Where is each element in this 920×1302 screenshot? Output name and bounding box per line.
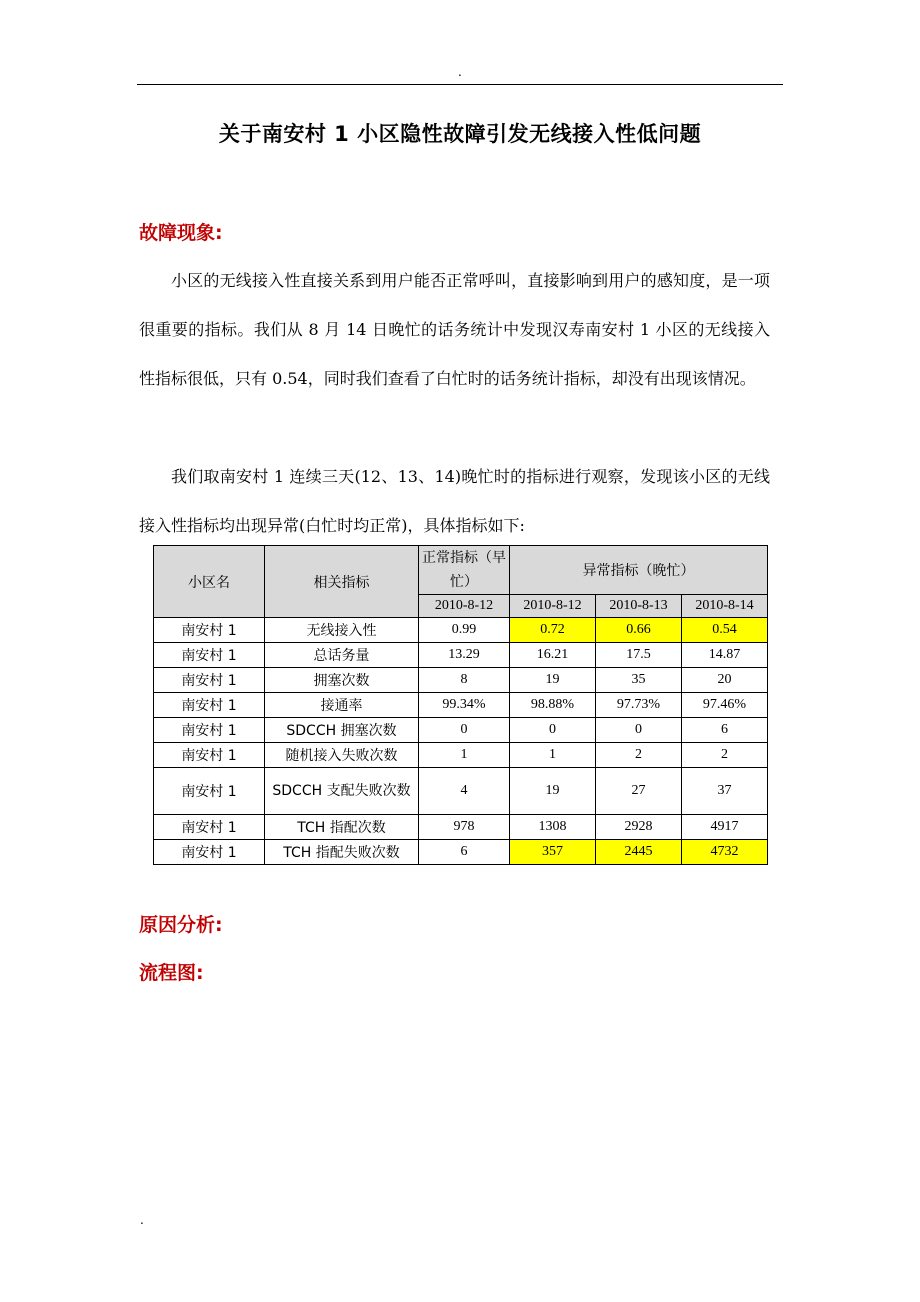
- header-normal: 正常指标（早忙）: [419, 546, 510, 595]
- row-value: 97.46%: [682, 693, 768, 718]
- row-metric: 无线接入性: [265, 618, 419, 643]
- metrics-table: [153, 545, 768, 865]
- header-abnormal-date: 2010-8-13: [596, 595, 682, 618]
- header-cell-name: 小区名: [154, 546, 265, 618]
- row-cell-name: 南安村 1: [154, 618, 265, 643]
- document-title: 关于南安村 1 小区隐性故障引发无线接入性低问题: [218, 122, 702, 146]
- row-value: 4917: [682, 815, 768, 840]
- row-cell-name: 南安村 1: [154, 668, 265, 693]
- table-row: [154, 768, 768, 815]
- row-value-highlighted: 2445: [596, 840, 682, 865]
- footer-mark: .: [140, 1213, 144, 1227]
- row-cell-name: 南安村 1: [154, 768, 265, 815]
- row-value-highlighted: 0.54: [682, 618, 768, 643]
- row-metric: 拥塞次数: [265, 668, 419, 693]
- row-value: 98.88%: [510, 693, 596, 718]
- row-value: 4: [419, 768, 510, 815]
- header-rule: [137, 84, 783, 85]
- row-metric: 接通率: [265, 693, 419, 718]
- row-value: 99.34%: [419, 693, 510, 718]
- table-row: [154, 693, 768, 718]
- row-value: 1: [419, 743, 510, 768]
- row-metric: 总话务量: [265, 643, 419, 668]
- row-value: 16.21: [510, 643, 596, 668]
- row-cell-name: 南安村 1: [154, 840, 265, 865]
- header-metric: 相关指标: [265, 546, 419, 618]
- table-row: [154, 718, 768, 743]
- row-metric: 随机接入失败次数: [265, 743, 419, 768]
- row-value: 6: [419, 840, 510, 865]
- row-value: 0: [510, 718, 596, 743]
- row-value-highlighted: 357: [510, 840, 596, 865]
- row-cell-name: 南安村 1: [154, 718, 265, 743]
- row-value: 2928: [596, 815, 682, 840]
- header-mark: .: [458, 65, 462, 79]
- row-metric: TCH 指配失败次数: [265, 840, 419, 865]
- header-abnormal-date: 2010-8-14: [682, 595, 768, 618]
- flowchart-heading: 流程图:: [139, 962, 204, 984]
- row-value: 1308: [510, 815, 596, 840]
- header-abnormal: 异常指标（晚忙）: [510, 546, 768, 595]
- row-value: 2: [682, 743, 768, 768]
- row-cell-name: 南安村 1: [154, 643, 265, 668]
- row-value-highlighted: 0.72: [510, 618, 596, 643]
- row-value: 0: [596, 718, 682, 743]
- row-value-highlighted: 4732: [682, 840, 768, 865]
- row-value: 37: [682, 768, 768, 815]
- table-row: [154, 643, 768, 668]
- row-value: 19: [510, 768, 596, 815]
- row-value: 0.99: [419, 618, 510, 643]
- header-normal-date: 2010-8-12: [419, 595, 510, 618]
- row-metric: TCH 指配次数: [265, 815, 419, 840]
- symptom-paragraph-1: 小区的无线接入性直接关系到用户能否正常呼叫，直接影响到用户的感知度，是一项很重要的指标。我们从 8 月 14 日晚忙的话务统计中发现汉寿南安村 1 小区的无线接入性指标很低，只有 0.54，同时我们查看了白忙时的话务统计指标，却没有出现该情况。: [139, 271, 770, 388]
- symptom-heading: 故障现象:: [139, 222, 223, 244]
- cause-analysis-heading: 原因分析:: [139, 914, 223, 936]
- row-value-highlighted: 0.66: [596, 618, 682, 643]
- row-value: 6: [682, 718, 768, 743]
- row-value: 8: [419, 668, 510, 693]
- row-cell-name: 南安村 1: [154, 693, 265, 718]
- header-abnormal-date: 2010-8-12: [510, 595, 596, 618]
- table-row: [154, 815, 768, 840]
- symptom-paragraph-2: 我们取南安村 1 连续三天(12、13、14)晚忙时的指标进行观察，发现该小区的无线接入性指标均出现异常(白忙时均正常)，具体指标如下:: [139, 467, 770, 535]
- row-value: 27: [596, 768, 682, 815]
- row-value: 978: [419, 815, 510, 840]
- row-value: 19: [510, 668, 596, 693]
- row-value: 20: [682, 668, 768, 693]
- row-metric: SDCCH 拥塞次数: [265, 718, 419, 743]
- table-row: [154, 668, 768, 693]
- row-cell-name: 南安村 1: [154, 815, 265, 840]
- row-value: 14.87: [682, 643, 768, 668]
- table-row: [154, 743, 768, 768]
- row-value: 17.5: [596, 643, 682, 668]
- row-value: 0: [419, 718, 510, 743]
- row-value: 13.29: [419, 643, 510, 668]
- row-cell-name: 南安村 1: [154, 743, 265, 768]
- row-metric: SDCCH 支配失败次数: [265, 768, 419, 815]
- table-row: [154, 618, 768, 643]
- table-row: [154, 840, 768, 865]
- row-value: 35: [596, 668, 682, 693]
- row-value: 2: [596, 743, 682, 768]
- row-value: 97.73%: [596, 693, 682, 718]
- row-value: 1: [510, 743, 596, 768]
